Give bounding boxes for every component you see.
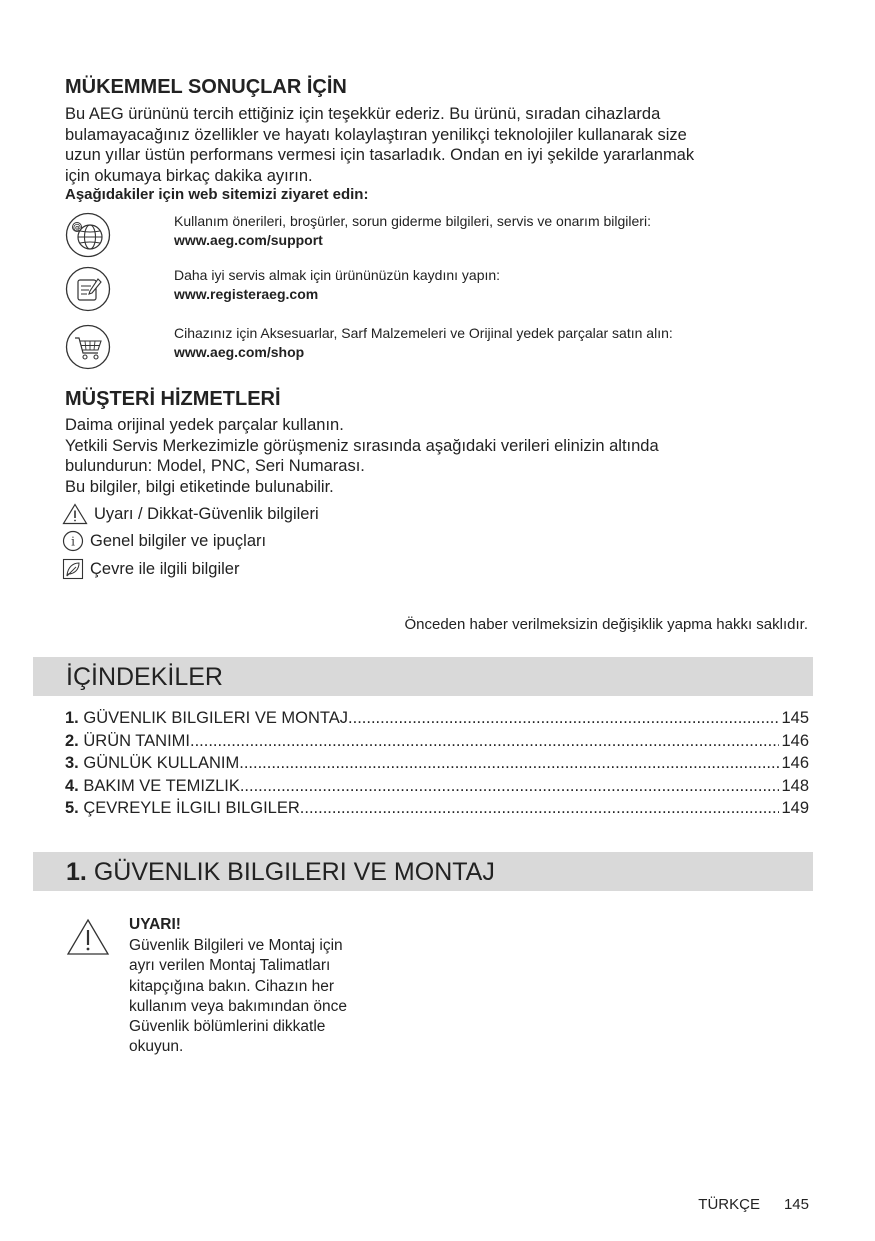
info-icon [62, 530, 84, 552]
link-row-register [65, 266, 825, 316]
toc-item-number: 3. [65, 754, 79, 772]
shopping-cart-icon [65, 324, 111, 370]
link-description: Daha iyi servis almak için ürününüzün kaydını yapın: [174, 267, 501, 283]
register-url-link[interactable]: www.registeraeg.com [174, 286, 319, 302]
table-of-contents [65, 707, 809, 820]
intro-line: uzun yıllar üstün performans vermesi için tasarladık. Ondan en iyi şekilde yararlanmak [65, 146, 695, 164]
warning-line: kitapçığına bakın. Cihazın her [129, 977, 335, 995]
support-url-link[interactable]: www.aeg.com/support [174, 232, 323, 248]
chapter-number: 1. [66, 858, 87, 886]
legend-label: Uyarı / Dikkat-Güvenlik bilgileri [94, 504, 319, 523]
shop-url-link[interactable]: www.aeg.com/shop [174, 344, 305, 360]
warning-line: ayrı verilen Montaj Talimatları [129, 957, 331, 975]
chapter-title-text: GÜVENLIK BILGILERI VE MONTAJ [93, 858, 495, 886]
warning-triangle-icon [62, 503, 88, 525]
toc-title: İÇİNDEKİLER [66, 663, 223, 691]
toc-item-page: 146 [781, 731, 809, 750]
legend-info [62, 529, 266, 553]
legend-environment [62, 557, 239, 581]
customer-service-paragraph [65, 415, 805, 497]
toc-item[interactable] [65, 797, 809, 820]
svg-text:i: i [71, 534, 75, 549]
link-description: Kullanım önerileri, broşürler, sorun giderme bilgileri, servis ve onarım bilgileri: [174, 213, 651, 229]
service-line: Daima orijinal yedek parçalar kullanın. [65, 416, 344, 434]
toc-item-number: 2. [65, 731, 79, 750]
visit-website-heading: Aşağıdakiler için web sitemizi ziyaret edin: [65, 186, 369, 203]
toc-item[interactable] [65, 775, 809, 798]
legend-label: Genel bilgiler ve ipuçları [90, 531, 267, 550]
warning-line: Güvenlik bölümlerini dikkatle [129, 1018, 326, 1036]
toc-item-page: 149 [781, 799, 809, 817]
link-description: Cihazınız için Aksesuarlar, Sarf Malzemeleri ve Orijinal yedek parçalar satın alın: [174, 325, 673, 341]
warning-title: UYARI! [129, 916, 181, 933]
change-notice: Önceden haber verilmeksizin değişiklik yapma hakkı saklıdır. [404, 616, 808, 633]
footer-language: TÜRKÇE [698, 1196, 760, 1213]
toc-item-label: GÜVENLIK BILGILERI VE MONTAJ [83, 709, 349, 727]
warning-triangle-icon [66, 918, 110, 956]
chapter-title [66, 858, 495, 887]
warning-line: okuyun. [129, 1038, 184, 1056]
intro-line: için okumaya birkaç dakika ayırın. [65, 166, 313, 185]
toc-item-label: ÇEVREYLE İLGILI BILGILER [83, 799, 300, 817]
leaf-icon [62, 558, 84, 580]
warning-text [129, 936, 389, 1058]
toc-item-label: ÜRÜN TANIMI [83, 731, 190, 750]
toc-leader-dots [190, 730, 779, 753]
section-title-best-results: MÜKEMMEL SONUÇLAR İÇİN [65, 76, 347, 98]
service-line: Yetkili Servis Merkezimizle görüşmeniz sırasında aşağıdaki verileri elinizin altında [65, 436, 659, 455]
toc-header-band [33, 657, 813, 696]
toc-leader-dots [300, 797, 780, 820]
link-row-shop [65, 324, 825, 374]
legend-warning [62, 502, 319, 526]
intro-line: Bu AEG ürününü tercih ettiğiniz için teşekkür ederiz. Bu ürünü, sıradan cihazlarda [65, 105, 661, 123]
toc-leader-dots [239, 752, 779, 775]
legend-label: Çevre ile ilgili bilgiler [90, 559, 240, 578]
link-row-support [65, 212, 825, 262]
toc-leader-dots [240, 775, 780, 798]
footer-page-number: 145 [783, 1196, 809, 1213]
toc-item-page: 145 [781, 709, 809, 727]
toc-item-number: 4. [65, 776, 79, 795]
intro-paragraph [65, 104, 805, 186]
toc-item[interactable] [65, 707, 809, 730]
toc-leader-dots [348, 707, 779, 730]
service-line: Bu bilgiler, bilgi etiketinde bulunabilir. [65, 477, 334, 496]
intro-line: bulamayacağınız özellikler ve hayatı kolaylaştıran yenilikçi teknolojiler kullanarak size [65, 125, 687, 144]
register-document-icon [65, 266, 111, 312]
toc-item-number: 1. [65, 709, 79, 727]
globe-at-icon [65, 212, 111, 258]
toc-item-page: 148 [781, 776, 809, 795]
chapter-header-band [33, 852, 813, 891]
toc-item[interactable] [65, 752, 809, 775]
warning-line: kullanım veya bakımından önce [129, 997, 347, 1015]
service-line: bulundurun: Model, PNC, Seri Numarası. [65, 457, 365, 475]
section-title-customer-service: MÜŞTERİ HİZMETLERİ [65, 388, 281, 410]
page-footer [698, 1196, 809, 1213]
toc-item-page: 146 [781, 754, 809, 772]
toc-item-number: 5. [65, 799, 79, 817]
toc-item[interactable] [65, 730, 809, 753]
toc-item-label: GÜNLÜK KULLANIM [83, 754, 240, 772]
svg-text:@: @ [73, 223, 81, 232]
toc-item-label: BAKIM VE TEMIZLIK [83, 776, 240, 795]
warning-line: Güvenlik Bilgileri ve Montaj için [129, 937, 343, 954]
